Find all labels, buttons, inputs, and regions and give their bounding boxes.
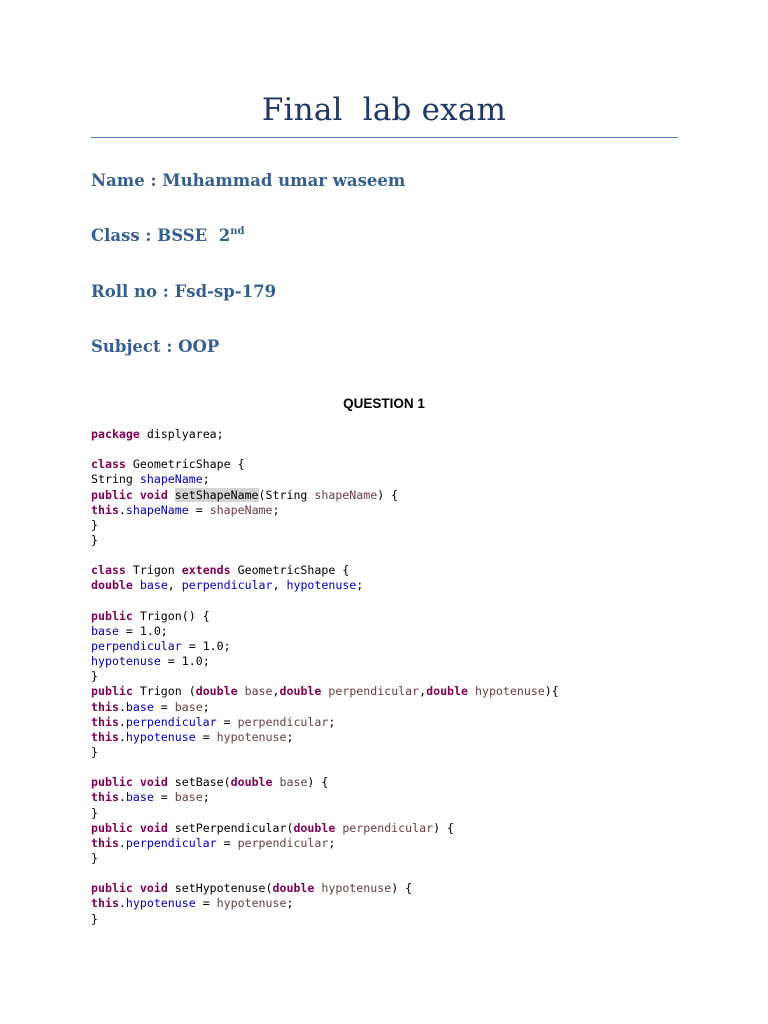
code-keyword: double — [293, 820, 336, 835]
code-variable: base — [279, 775, 308, 790]
code-line — [91, 503, 559, 518]
code-text: , — [167, 578, 182, 593]
code-keyword: this — [91, 729, 119, 744]
code-keyword: this — [91, 699, 119, 714]
code-field: perpendicular — [181, 578, 273, 593]
code-keyword: double — [426, 684, 468, 699]
code-variable: perpendicular — [342, 820, 434, 835]
code-text — [133, 488, 140, 502]
question-heading: QUESTION 1 — [343, 396, 425, 411]
code-line — [91, 851, 559, 866]
code-keyword: double — [91, 578, 133, 593]
code-text: ) { — [307, 775, 329, 790]
class-text: Class : BSSE 2 — [91, 226, 231, 245]
code-keyword: public — [91, 775, 133, 790]
code-line — [91, 715, 559, 730]
class-superscript: nd — [230, 226, 245, 237]
code-line — [91, 745, 559, 760]
code-keyword: public — [91, 881, 133, 896]
code-field: base — [125, 699, 154, 714]
code-variable: perpendicular — [237, 835, 329, 850]
code-variable: shapeName — [209, 502, 273, 517]
code-text: . — [118, 714, 126, 729]
code-keyword: void — [139, 775, 168, 790]
code-line — [91, 472, 559, 487]
code-text: } — [91, 532, 98, 547]
code-text: } — [91, 805, 98, 820]
code-text: ; — [202, 699, 210, 714]
code-text: } — [91, 850, 98, 865]
code-keyword: this — [91, 714, 119, 729]
code-line — [91, 427, 559, 442]
code-keyword: class — [91, 563, 126, 578]
code-line — [91, 684, 559, 699]
code-text: ) { — [433, 820, 455, 835]
code-text: Trigon() { — [132, 608, 210, 623]
code-text: Trigon ( — [132, 684, 196, 699]
document-title: Final lab exam — [261, 92, 507, 128]
code-keyword: public — [91, 684, 133, 699]
code-line — [91, 457, 559, 472]
code-line — [91, 896, 559, 911]
code-line — [91, 594, 559, 609]
code-text: = — [195, 729, 217, 744]
code-text: . — [118, 835, 126, 850]
code-line — [91, 669, 559, 684]
code-line — [91, 700, 559, 715]
code-text: setBase( — [167, 775, 231, 790]
code-text: = 1.0; — [181, 638, 231, 653]
code-keyword: public — [91, 487, 133, 502]
code-field: base — [125, 790, 154, 805]
code-line — [91, 730, 559, 745]
code-variable: base — [174, 699, 203, 714]
code-keyword: this — [91, 835, 119, 850]
code-text: ; — [202, 790, 210, 805]
class-line — [91, 226, 244, 245]
code-text — [168, 488, 175, 502]
code-line — [91, 578, 559, 593]
code-text: displyarea; — [139, 427, 224, 441]
code-line — [91, 639, 559, 654]
code-keyword: extends — [181, 563, 231, 578]
code-text: = 1.0; — [160, 654, 210, 669]
code-keyword: this — [91, 502, 119, 517]
code-block — [91, 427, 559, 927]
code-keyword: package — [91, 427, 140, 441]
code-line — [91, 912, 559, 927]
code-text: , — [272, 578, 287, 593]
code-keyword: public — [91, 820, 133, 835]
code-variable: hypotenuse — [321, 881, 392, 896]
code-text: } — [91, 911, 98, 926]
code-keyword: double — [195, 684, 238, 699]
code-line — [91, 609, 559, 624]
code-variable: base — [174, 790, 203, 805]
code-variable: hypotenuse — [474, 684, 545, 699]
code-text: ; — [356, 578, 364, 593]
code-field: shapeName — [139, 472, 203, 487]
code-line — [91, 866, 559, 881]
code-keyword: this — [91, 896, 119, 911]
code-keyword: double — [279, 684, 322, 699]
code-text: . — [118, 790, 126, 805]
code-variable: base — [244, 684, 273, 699]
code-text: ){ — [544, 684, 559, 699]
code-field: shapeName — [125, 502, 189, 517]
code-text: = — [188, 502, 210, 517]
code-text — [133, 775, 140, 789]
code-keyword: void — [139, 881, 168, 896]
code-text: GeometricShape { — [230, 563, 350, 578]
code-field: base — [139, 578, 168, 593]
code-variable: perpendicular — [237, 714, 329, 729]
code-text — [468, 684, 475, 698]
code-text: String — [91, 472, 140, 487]
code-keyword: void — [139, 487, 168, 502]
code-text: ; — [328, 714, 336, 729]
code-text — [133, 821, 140, 835]
code-variable: hypotenuse — [216, 896, 287, 911]
code-line — [91, 654, 559, 669]
code-line — [91, 760, 559, 775]
code-text: } — [91, 744, 98, 759]
code-text: (String — [258, 487, 315, 502]
code-text: GeometricShape { — [125, 457, 245, 472]
code-text: setPerpendicular( — [167, 820, 294, 835]
code-field: perpendicular — [91, 638, 182, 653]
code-line — [91, 548, 559, 563]
code-text: = — [216, 714, 238, 729]
code-text: ; — [286, 729, 294, 744]
code-line — [91, 836, 559, 851]
code-text: ) { — [377, 487, 399, 502]
code-line — [91, 806, 559, 821]
code-text — [238, 684, 245, 698]
code-variable: shapeName — [314, 487, 378, 502]
code-field: base — [91, 623, 119, 638]
roll-no-line: Roll no : Fsd-sp-179 — [91, 282, 277, 301]
code-text: = — [216, 835, 238, 850]
code-line — [91, 775, 559, 790]
code-keyword: public — [91, 608, 133, 623]
code-keyword: class — [91, 457, 126, 472]
code-text: ; — [328, 835, 336, 850]
code-highlighted-text: setShapeName — [174, 487, 259, 502]
code-variable: perpendicular — [328, 684, 420, 699]
code-line — [91, 533, 559, 548]
code-text: ) { — [391, 881, 413, 896]
code-text: . — [118, 729, 126, 744]
code-text: = 1.0; — [118, 623, 168, 638]
code-field: hypotenuse — [286, 578, 357, 593]
code-variable: hypotenuse — [216, 729, 287, 744]
code-line — [91, 488, 559, 503]
code-line — [91, 518, 559, 533]
code-line — [91, 790, 559, 805]
code-text: ; — [286, 896, 294, 911]
code-keyword: this — [91, 790, 119, 805]
code-keyword: void — [139, 820, 168, 835]
code-keyword: double — [230, 775, 273, 790]
code-text: , — [272, 684, 280, 699]
code-line — [91, 624, 559, 639]
code-field: perpendicular — [125, 835, 217, 850]
code-text — [273, 775, 280, 789]
code-keyword: double — [272, 881, 315, 896]
code-text: = — [153, 699, 175, 714]
code-line — [91, 881, 559, 896]
code-text: = — [195, 896, 217, 911]
name-line: Name : Muhammad umar waseem — [91, 171, 406, 190]
code-line — [91, 563, 559, 578]
code-field: hypotenuse — [125, 729, 196, 744]
code-field: perpendicular — [125, 714, 217, 729]
code-text: = — [153, 790, 175, 805]
subject-line: Subject : OOP — [91, 337, 220, 356]
code-text: . — [118, 502, 126, 517]
code-text: setHypotenuse( — [167, 881, 273, 896]
code-field: hypotenuse — [91, 654, 161, 669]
code-text: , — [419, 684, 427, 699]
code-text — [133, 881, 140, 895]
title-underline — [91, 137, 678, 138]
code-text: . — [118, 699, 126, 714]
code-field: hypotenuse — [125, 896, 196, 911]
code-text: } — [91, 517, 98, 532]
code-text: Trigon — [125, 563, 182, 578]
code-line — [91, 442, 559, 457]
code-text: } — [91, 669, 98, 684]
code-text — [133, 578, 140, 592]
code-text: . — [118, 896, 126, 911]
code-text: ; — [272, 502, 280, 517]
code-line — [91, 821, 559, 836]
code-text: ; — [202, 472, 210, 487]
